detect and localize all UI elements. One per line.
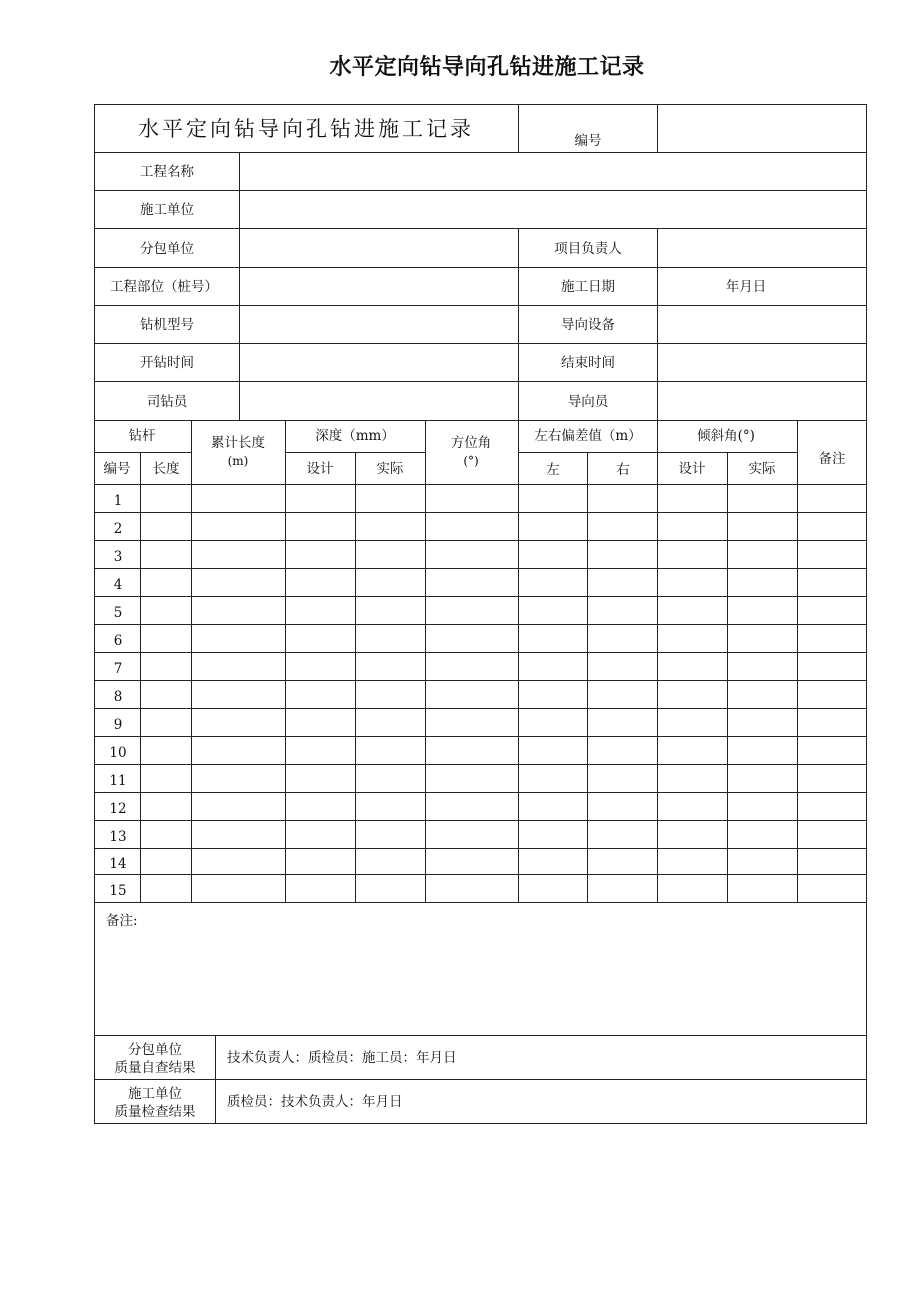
construction-quality-signatures[interactable]: 质检员：技术负责人：年月日 <box>227 1094 403 1110</box>
row-number: 13 <box>109 829 127 845</box>
construction-record-form <box>94 104 867 1124</box>
project-manager-field[interactable] <box>658 229 866 267</box>
subcontract-quality-signatures[interactable]: 技术负责人：质检员：施工员：年月日 <box>227 1050 457 1066</box>
notes-field[interactable] <box>95 903 866 1035</box>
deviation-header: 左右偏差值（m） <box>534 428 642 444</box>
inclination-design-header: 设计 <box>678 461 706 477</box>
row-number: 14 <box>109 856 127 872</box>
depth-header: 深度（mm） <box>315 428 395 444</box>
row-number: 15 <box>109 883 127 899</box>
remarks-header: 备注 <box>818 451 846 467</box>
cumulative-length-unit: (m) <box>227 454 249 468</box>
project-location-field[interactable] <box>240 268 518 305</box>
project-name-label: 工程名称 <box>140 164 194 180</box>
number-field[interactable] <box>658 105 866 152</box>
construction-quality-label <box>115 1085 196 1121</box>
start-time-field[interactable] <box>240 344 518 381</box>
project-manager-label: 项目负责人 <box>554 241 622 257</box>
row-number: 4 <box>113 577 123 593</box>
row-number: 6 <box>113 633 123 649</box>
drill-model-label: 钻机型号 <box>140 317 194 333</box>
construction-quality-label-line2: 质量检查结果 <box>114 1104 196 1121</box>
row-number: 11 <box>109 773 127 789</box>
construction-unit-label: 施工单位 <box>140 202 194 218</box>
subcontract-quality-label-line2: 质量自查结果 <box>114 1060 196 1077</box>
project-location-label: 工程部位（桩号） <box>110 279 218 295</box>
driller-label: 司钻员 <box>146 394 188 410</box>
guide-operator-label: 导向员 <box>567 394 609 410</box>
guidance-device-field[interactable] <box>658 306 866 343</box>
row-number: 9 <box>113 717 123 733</box>
rod-header: 钻杆 <box>128 428 156 444</box>
construction-date-value[interactable]: 年月日 <box>725 279 767 295</box>
construction-date-label: 施工日期 <box>561 279 615 295</box>
deviation-right-header: 右 <box>616 462 630 478</box>
row-number: 1 <box>113 493 123 509</box>
start-time-label: 开钻时间 <box>140 355 194 371</box>
rod-length-header: 长度 <box>152 461 180 477</box>
construction-unit-field[interactable] <box>240 191 866 228</box>
row-number: 10 <box>109 745 127 761</box>
guidance-device-label: 导向设备 <box>561 317 615 333</box>
subcontract-unit-label: 分包单位 <box>140 241 194 257</box>
azimuth-header: 方位角 <box>450 435 492 451</box>
row-number: 8 <box>113 689 123 705</box>
row-number: 2 <box>113 521 123 537</box>
row-number: 5 <box>113 605 123 621</box>
number-label: 编号 <box>574 133 602 149</box>
inclination-header: 倾斜角(°) <box>697 428 755 444</box>
notes-label: 备注: <box>106 913 138 929</box>
cumulative-length-header: 累计长度 <box>211 435 265 451</box>
subcontract-quality-label <box>115 1041 196 1077</box>
row-number: 12 <box>109 801 127 817</box>
construction-quality-label-line1: 施工单位 <box>128 1086 182 1102</box>
page-title: 水平定向钻导向孔钻进施工记录 <box>329 55 645 80</box>
depth-design-header: 设计 <box>306 461 334 477</box>
end-time-field[interactable] <box>658 344 866 381</box>
driller-field[interactable] <box>240 382 518 420</box>
row-number: 3 <box>113 549 123 565</box>
guide-operator-field[interactable] <box>658 382 866 420</box>
row-number: 7 <box>113 661 123 677</box>
azimuth-unit: (°) <box>463 454 479 468</box>
deviation-left-header: 左 <box>546 462 560 478</box>
subcontract-unit-field[interactable] <box>240 229 518 267</box>
depth-actual-header: 实际 <box>376 461 404 477</box>
rod-number-header: 编号 <box>103 461 131 477</box>
form-title: 水平定向钻导向孔钻进施工记录 <box>138 117 474 141</box>
project-name-field[interactable] <box>240 153 866 190</box>
end-time-label: 结束时间 <box>561 355 615 371</box>
inclination-actual-header: 实际 <box>748 461 776 477</box>
drill-model-field[interactable] <box>240 306 518 343</box>
subcontract-quality-label-line1: 分包单位 <box>128 1042 182 1058</box>
